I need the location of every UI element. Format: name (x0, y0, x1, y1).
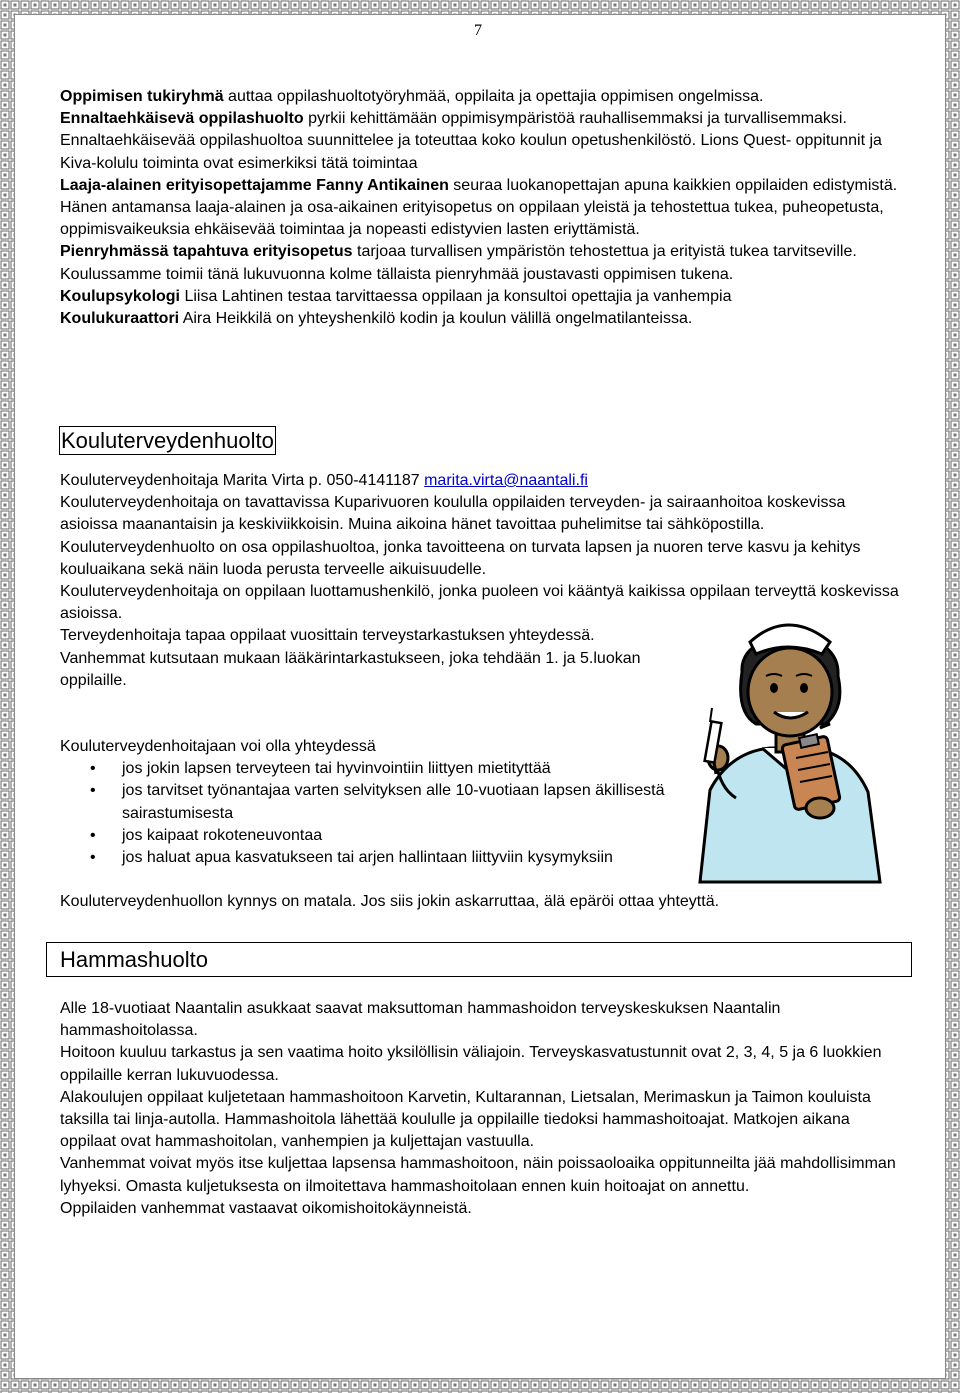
email-link[interactable]: marita.virta@naantali.fi (424, 472, 588, 489)
nurse-illustration (670, 612, 910, 908)
paragraph-pienryhma (60, 241, 900, 285)
hammashuolto-section (60, 998, 900, 1220)
list-item-text: jos haluat apua kasvatukseen tai arjen hallintaan liittyviin kysymyksiin (122, 849, 613, 867)
paragraph-tavattavissa: Kouluterveydenhoitaja on tavattavissa Kuparivuoren koululla oppilaiden terveyden- ja sairaanhoitoa koskevissa asioissa maanantaisin ja keskiviikkoisin. Muina aikoina hänet tavoittaa puhelimitse tai sähköpostilla. (60, 494, 846, 534)
bullet-icon: • (90, 826, 96, 844)
term-koulukuraattori: Koulukuraattori (60, 310, 180, 328)
paragraph-oikomishoito: Oppilaiden vanhemmat vastaavat oikomishoitokäynneistä. (60, 1199, 472, 1217)
term-pienryhma: Pienryhmässä tapahtuva erityisopetus (60, 243, 353, 261)
paragraph-text: tarjoaa turvallisen ympäristön tehostettua ja erityistä tukea tarvitseville. Koulussamme toimii tänä lukuvuonna kolme tällaista pienryhmää joustavasti oppimisen tukena. (60, 243, 857, 283)
paragraph-maksuton-hoito: Alle 18-vuotiaat Naantalin asukkaat saavat maksuttoman hammashoidon terveyskeskuksen Naantalin hammashoitolassa. (60, 1000, 781, 1040)
section-title-hammashuolto: Hammashuolto (60, 947, 208, 972)
contact-text: Kouluterveydenhoitaja Marita Virta p. 050-4141187 (60, 472, 425, 489)
list-item-text: jos kaipaat rokoteneuvontaa (122, 826, 323, 844)
bullet-icon: • (90, 849, 96, 867)
list-item-text: jos tarvitset työnantajaa varten selvityksen alle 10-vuotiaan lapsen äkillisestä sairastumisesta (122, 782, 665, 822)
bullet-icon: • (90, 760, 96, 778)
term-ennaltaehkaiseva: Ennaltaehkäisevä oppilashuolto (60, 110, 304, 128)
paragraph-vanhempien-kuljetus: Vanhemmat voivat myös itse kuljettaa lapsensa hammashoitoon, näin poissaoloaika oppitunneilta jää mahdollisimman lyhyeksi. Omasta kuljetuksesta on ilmoitettava hammashoitolaan ennen kuin hoitoajat on annettu. (60, 1155, 896, 1195)
intro-section (60, 86, 900, 330)
list-item-text: jos jokin lapsen terveyteen tai hyvinvointiin liittyen mietityttää (122, 760, 551, 778)
paragraph-ennaltaehkaiseva (60, 108, 900, 175)
paragraph-tukiryhma (60, 86, 900, 108)
list-intro: Kouluterveydenhoitajaan voi olla yhteydessä (60, 738, 376, 755)
paragraph-terveystarkastus: Terveydenhoitaja tapaa oppilaat vuosittain terveystarkastuksen yhteydessä. (60, 627, 595, 645)
paragraph-text: Aira Heikkilä on yhteyshenkilö kodin ja koulun välillä ongelmatilanteissa. (179, 310, 693, 328)
term-oppimisen-tukiryhma: Oppimisen tukiryhmä (60, 88, 224, 105)
paragraph-koulukuraattori (60, 308, 900, 330)
paragraph-laakarintarkastus: Vanhemmat kutsutaan mukaan lääkärintarkastukseen, joka tehdään 1. ja 5.luokan oppilaille. (60, 649, 641, 689)
contact-line (60, 470, 900, 492)
paragraph-text: auttaa oppilashuoltotyöryhmää, oppilaita ja opettajia oppimisen ongelmissa. (223, 88, 764, 105)
paragraph-kuljetus: Alakoulujen oppilaat kuljetetaan hammashoitoon Karvetin, Kultarannan, Lietsalan, Merimaskun ja Taimon kouluista taksilla tai linja-autolla. Hammashoitola lähettää koululle ja oppilaille tiedoksi hammashoitoajat. Matkojen aikana oppilaat ovat hammashoitolan, vanhempien ja kuljettajan vastuulla. (60, 1088, 871, 1151)
paragraph-koulupsykologi (60, 286, 900, 308)
paragraph-kynnys: Kouluterveydenhuollon kynnys on matala. Jos siis jokin askarruttaa, älä epäröi ottaa yhteyttä. (60, 893, 720, 911)
section-title-kouluterveydenhuolto: Kouluterveydenhuolto (61, 428, 274, 453)
paragraph-erityisopettaja (60, 175, 900, 242)
page-number: 7 (474, 22, 482, 39)
list-item (60, 780, 692, 824)
paragraph-luottamushenkilo: Kouluterveydenhoitaja on oppilaan luottamushenkilö, jonka puoleen voi kääntyä kaikissa oppilaan terveyttä koskevissa asioissa. (60, 583, 899, 623)
bullet-icon: • (90, 782, 96, 800)
paragraph-tarkastus: Hoitoon kuuluu tarkastus ja sen vaatima hoito yksilöllisin väliajoin. Terveyskasvatustunnit ovat 2, 3, 4, 5 ja 6 luokkien oppilaille kerran lukuvuodessa. (60, 1044, 882, 1084)
term-erityisopettaja: Laaja-alainen erityisopettajamme Fanny Antikainen (60, 176, 449, 194)
paragraph-text: Liisa Lahtinen testaa tarvittaessa oppilaan ja konsultoi opettajia ja vanhempia (180, 287, 732, 305)
term-koulupsykologi: Koulupsykologi (60, 287, 180, 305)
paragraph-text: seuraa luokanopettajan apuna kaikkien oppilaiden edistymistä. Hänen antamansa laaja-alainen ja osa-aikainen erityisopetus on oppilaan yleistä ja tehostettua tukea, puheopetusta, oppimisvaikeuksia ehkäisevää toimintaa ja nopeasti edistyvien lasten eriyttämistä. (60, 176, 898, 239)
paragraph-osa-oppilashuoltoa: Kouluterveydenhuolto on osa oppilashuoltoa, jonka tavoitteena on turvata lapsen ja nuoren terve kasvu ja kehitys kouluaikana sekä näin luoda perusta terveelle aikuisuudelle. (60, 538, 861, 578)
paragraph-text: pyrkii kehittämään oppimisympäristöä rauhallisemmaksi ja turvallisemmaksi. Ennaltaehkäisevää oppilashuoltoa suunnittelee ja toteuttaa koko koulun opetushenkilöstö. Lions Quest- oppitunnit ja Kiva-kolulu toiminta ovat esimerkiksi tätä toimintaa (60, 110, 882, 172)
